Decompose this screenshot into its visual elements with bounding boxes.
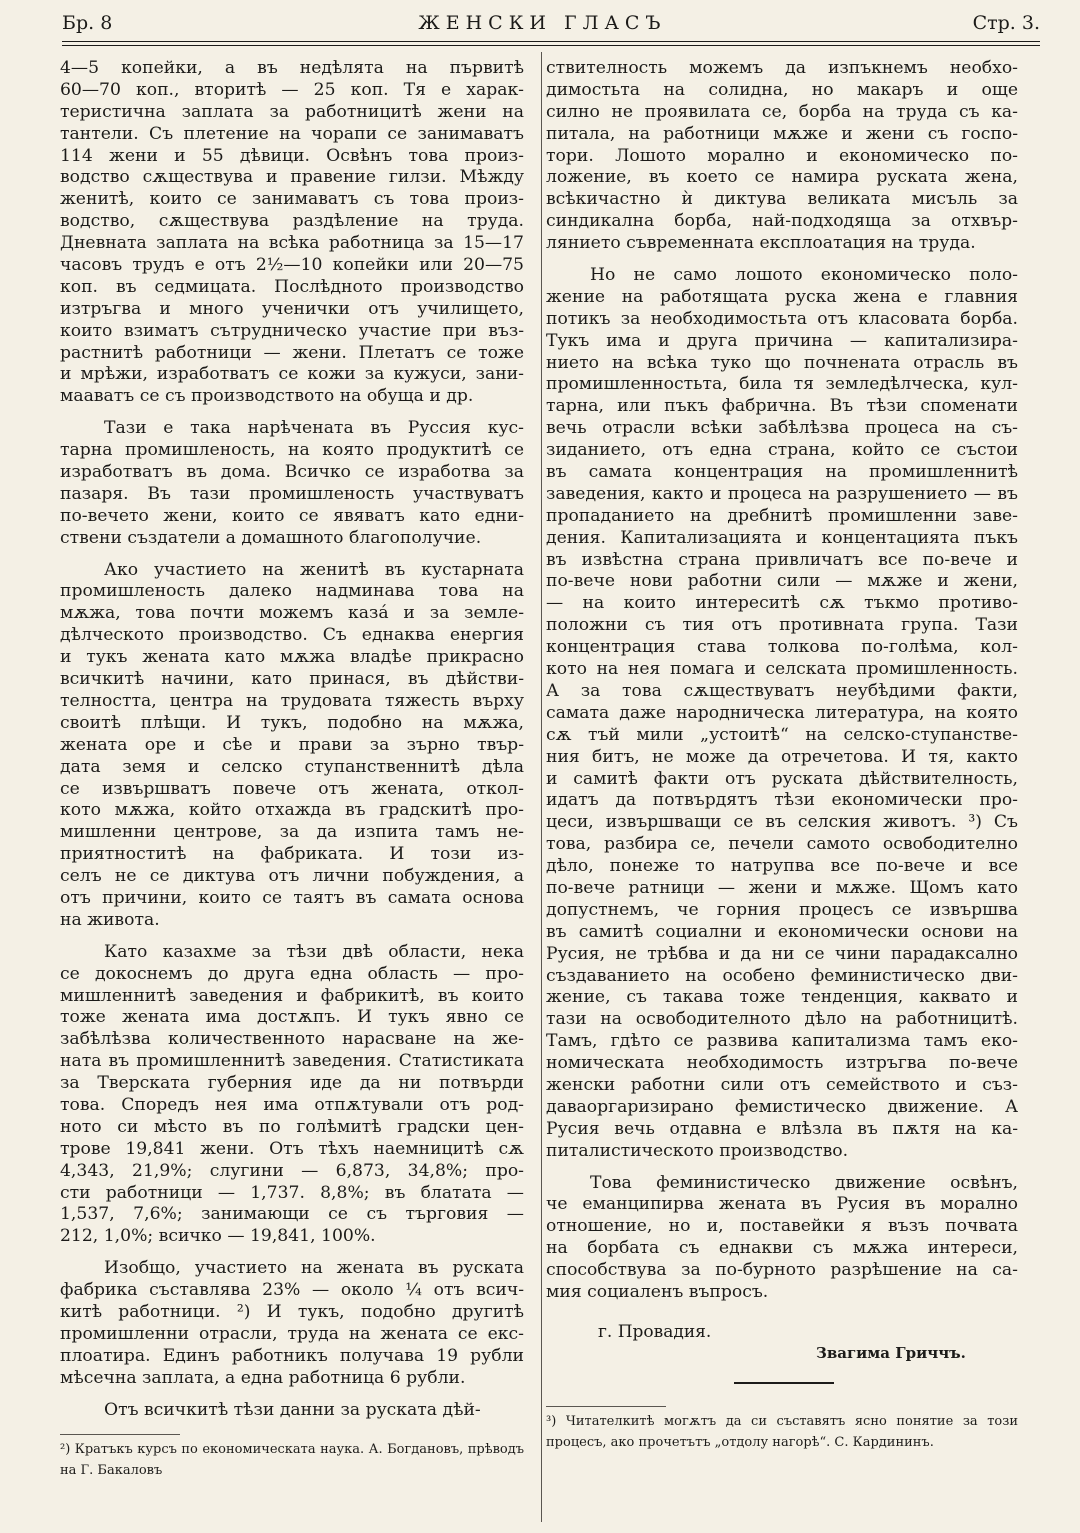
footnote-left xyxy=(60,1434,524,1481)
text-line: въ самитѣ социални и економически основи на xyxy=(546,921,1018,942)
text-line: вечь отрасли всѣки забѣлѣзва процеса на съ- xyxy=(546,418,1018,439)
text-line: положни съ тия отъ противната група. Тази xyxy=(546,615,1018,636)
text-line: 212, 1,0%; всичко — 19,841, 100%. xyxy=(60,1226,376,1247)
text-line: промишленностьта, била тя земледѣлческа, кул- xyxy=(546,374,1018,395)
text-line: тарна, или пъкъ фабрична. Въ тѣзи споменати xyxy=(546,396,1018,417)
text-line: плоатира. Единъ работникъ получава 19 рубли xyxy=(60,1345,524,1366)
text-line: въ самата концентрация на промишленнитѣ xyxy=(546,462,1018,483)
text-line: допустнемъ, че горния процесъ се извършва xyxy=(546,899,1018,920)
text-line: 4,343, 21,9%; слугини — 6,873, 34,8%; про- xyxy=(60,1160,524,1181)
text-line: пропаданието на дребнитѣ промишленни заве- xyxy=(546,505,1018,526)
footnote-3: ³) Читателкитѣ могѫтъ да си съставятъ ясно понятие за този процесъ, ако прочетътъ „отдолу нагорѣ“. С. Кардининъ. xyxy=(546,1414,1018,1450)
text-line: мааватъ се съ производството на обуща и др. xyxy=(60,386,474,407)
text-line: женски работни сили отъ семейството и съз- xyxy=(546,1074,1018,1095)
text-line: даваоргаризирано фемистическо движение. А xyxy=(546,1096,1018,1117)
text-line: димостьта на солидна, но макаръ и още xyxy=(546,79,1018,100)
text-line: идатъ да потвърдятъ тѣзи економически про- xyxy=(546,790,1018,811)
text-line: часовъ трудъ е отъ 2½—10 копейки или 20—75 xyxy=(60,255,524,276)
text-line: силно не проявилата се, борба на труда съ ка- xyxy=(546,101,1018,122)
text-line: фабрика съставлява 23% — около ¼ отъ всич- xyxy=(60,1280,524,1301)
text-line: дѣлческото производство. Съ еднаква енергия xyxy=(60,625,524,646)
text-line: се извършватъ повече отъ жената, откол- xyxy=(60,778,524,799)
text-line: коп. въ седмицата. Послѣдното производство xyxy=(60,276,524,297)
text-line: жение, съ такава тоже тенденция, каквато и xyxy=(546,987,1018,1008)
text-line: тарна промишленость, на която продуктитѣ се xyxy=(60,440,524,461)
text-line: Русия, не трѣбва и да ни се чини парадаксално xyxy=(546,943,1018,964)
text-line: приятноститѣ на фабриката. И този из- xyxy=(60,844,524,865)
text-line: теристична заплата за работницитѣ жени на xyxy=(60,101,524,122)
text-line: Тукъ има и друга причина — капитализира- xyxy=(546,330,1018,351)
text-line: цеси, извършващи се въ селския животъ. ³) Съ xyxy=(546,812,1018,833)
text-line: дата земя и селско ступанственнитѣ дѣла xyxy=(60,756,524,777)
text-line: 4—5 копейки, а въ недѣлята на първитѣ xyxy=(60,58,524,78)
text-line: номическата необходимость изтръгва по-вече xyxy=(546,1053,1018,1074)
text-line: Русия вечь отдавна е влѣзла въ пѫтя на ка- xyxy=(546,1118,1018,1139)
text-line: това, разбира се, печели самото освободително xyxy=(546,834,1018,855)
text-line: които взиматъ сътрудническо участие при въз- xyxy=(60,320,524,341)
text-line: мѣсечна заплата, а една работница 6 рубли. xyxy=(60,1367,466,1388)
text-line: промишленость далеко надминава това на xyxy=(60,581,524,602)
text-line: 60—70 коп., вторитѣ — 25 коп. Тя е харак- xyxy=(60,79,524,100)
text-line: селъ не се диктува отъ лични побуждения, а xyxy=(60,866,524,887)
text-line: че еманципирва жената въ Русия въ морално xyxy=(546,1194,1018,1215)
text-line: ствителность можемъ да изпъкнемъ необхо- xyxy=(546,58,1018,78)
right-column xyxy=(546,58,1018,1304)
text-line: потикъ за необходимостьта отъ класовата борба. xyxy=(546,308,1018,329)
text-line: синдикална борба, най-подходяща за отхвър- xyxy=(546,211,1018,232)
text-line: по-вечето жени, които се явяватъ като едни- xyxy=(60,505,524,526)
text-line: дения. Капитализацията и концентацията пъкъ xyxy=(546,527,1018,548)
footnote-2: ²) Кратъкъ курсъ по економическата наука. А. Богдановъ, прѣводъ на Г. Бакаловъ xyxy=(60,1442,524,1478)
text-line: водство, сѫществува раздѣление на труда. xyxy=(60,211,524,232)
text-line: ната въ промишленнитѣ заведения. Статистиката xyxy=(60,1051,524,1072)
text-line: Това феминистическо движение освѣнъ, xyxy=(590,1172,1018,1193)
text-line: телността, центра на трудовата тяжесть върху xyxy=(60,690,524,711)
signature-rule xyxy=(734,1382,834,1384)
text-line: мишленни центрове, за да изпита тамъ не- xyxy=(60,822,524,843)
text-line: лянието съвременната експлоатация на труда. xyxy=(546,233,976,254)
issue-number: Бр. 8 xyxy=(62,12,113,34)
text-line: въ извѣстна страна привличатъ все по-вече и xyxy=(546,549,1018,570)
text-line: дѣло, понеже то натрупва все по-вече и все xyxy=(546,856,1018,877)
text-line: питалистическото производство. xyxy=(546,1140,849,1161)
text-line: Като казахме за тѣзи двѣ области, нека xyxy=(104,941,524,962)
text-line: 1,537, 7,6%; занимающи се съ търговия — xyxy=(60,1204,524,1225)
text-line: Изобщо, участието на жената въ руската xyxy=(104,1258,524,1279)
text-line: тори. Лошото морално и економическо по- xyxy=(546,145,1018,166)
text-line: за Тверската губерния иде да ни потвърди xyxy=(60,1073,524,1094)
text-line: питала, на работници мѫже и жени съ госпо- xyxy=(546,123,1018,144)
text-line: забѣлѣзва количественното нарасване на же- xyxy=(60,1029,524,1050)
text-line: на борбата съ еднакви съ мѫжа интереси, xyxy=(546,1238,1018,1259)
header-rule-secondary xyxy=(62,45,1040,46)
text-line: Тамъ, гдѣто се развива капитализма тамъ еко- xyxy=(546,1031,1018,1052)
text-line: жената оре и сѣе и прави за зърно твър- xyxy=(60,734,524,755)
text-line: нието на всѣка туко що почнената отрасль въ xyxy=(546,352,1018,373)
text-line: отношение, но и, поставейки я възъ почвата xyxy=(546,1216,1018,1237)
text-line: изработватъ въ дома. Всичко се изработва за xyxy=(60,462,524,483)
text-line: Тази е така нарѣчената въ Руссия кус- xyxy=(104,418,524,439)
text-line: ствени създатели а домашното благополучие. xyxy=(60,527,482,548)
text-line: мия социаленъ въпросъ. xyxy=(546,1281,769,1302)
newspaper-title: ЖЕНСКИ ГЛАСЪ xyxy=(418,12,667,34)
footnote-right xyxy=(546,1406,1018,1453)
text-line: тоже жената има достѫпъ. И тукъ явно се xyxy=(60,1007,524,1028)
text-line: ното си мѣсто въ по голѣмитѣ градски цен- xyxy=(60,1116,524,1137)
header-rule xyxy=(62,41,1040,42)
text-line: китѣ работници. ²) И тукъ, подобно другитѣ xyxy=(60,1301,524,1322)
text-line: и тукъ жената като мѫжа владѣе прикрасно xyxy=(60,647,524,668)
text-line: Ако участието на женитѣ въ кустарната xyxy=(104,559,524,580)
text-line: това. Споредъ нея има отпѫтували отъ род- xyxy=(60,1094,524,1115)
text-line: А за това сѫществуватъ неубѣдими факти, xyxy=(546,680,1018,701)
text-line: зиданието, отъ една страна, който се състои xyxy=(546,440,1018,461)
text-line: по-вече нови работни сили — мѫже и жени, xyxy=(546,571,1018,592)
text-line: кото мѫжа, който отхажда въ градскитѣ про- xyxy=(60,800,524,821)
text-line: растнитѣ работници — жени. Плетатъ се тоже xyxy=(60,342,524,363)
text-line: сѫ тъй мили „устоитѣ“ на селско-ступанстве- xyxy=(546,724,1018,745)
page-number: Стр. 3. xyxy=(972,12,1040,34)
text-line: изтръгва и много ученички отъ училището, xyxy=(60,298,524,319)
place-line: г. Провадия. xyxy=(598,1322,712,1342)
column-divider xyxy=(541,52,542,1522)
text-line: и мрѣжи, изработватъ се кожи за кужуси, зани- xyxy=(60,364,524,385)
left-column xyxy=(60,58,524,1421)
text-line: 114 жени и 55 дѣвици. Освѣнъ това произ- xyxy=(60,145,524,166)
text-line: пазаря. Въ тази промишленость участвуватъ xyxy=(60,483,524,504)
text-line: и самитѣ факти отъ руската дѣйствителность, xyxy=(546,768,1018,789)
text-line: се докоснемъ до друга една область — про- xyxy=(60,963,524,984)
text-line: заведения, както и процеса на разрушението — въ xyxy=(546,483,1018,504)
text-line: всѣкичастно ѝ диктува великата мисъль за xyxy=(546,189,1018,210)
text-line: сти работници — 1,737. 8,8%; въ блатата — xyxy=(60,1182,524,1203)
text-line: всичкитѣ начини, като принася, въ дѣйстви- xyxy=(60,669,524,690)
text-line: трове 19,841 жени. Отъ тѣхъ наемницитѣ сѫ xyxy=(60,1138,524,1159)
text-line: водство сѫществува и правение гилзи. Мѣжду xyxy=(60,167,524,188)
text-line: — на които интереситѣ сѫ тъкмо противо- xyxy=(546,593,1018,614)
text-line: тантели. Съ плетение на чорапи се занимаватъ xyxy=(60,123,524,144)
text-line: жение на работящата руска жена е главния xyxy=(546,286,1018,307)
text-line: своитѣ плѣщи. И тукъ, подобно на мѫжа, xyxy=(60,712,524,733)
text-line: самата даже народническа литература, на която xyxy=(546,702,1018,723)
text-line: създаванието на особено феминистическо дви- xyxy=(546,965,1018,986)
text-line: кото на нея помага и селската промишленность. xyxy=(546,659,1018,680)
text-line: способствува за по-бурното разрѣшение на са- xyxy=(546,1260,1018,1281)
text-line: концентрация става толкова по-голѣма, кол- xyxy=(546,637,1018,658)
text-line: мѫжа, това почти можемъ казá и за земле- xyxy=(60,603,524,624)
text-line: Дневната заплата на всѣка работница за 15—17 xyxy=(60,233,524,254)
text-line: по-вече ратници — жени и мѫже. Щомъ като xyxy=(546,877,1018,898)
author-signature: Звагима Гриччъ. xyxy=(816,1344,966,1362)
text-line: на живота. xyxy=(60,909,160,930)
page-header xyxy=(62,8,1040,38)
text-line: женитѣ, които се занимаватъ съ това произ- xyxy=(60,189,524,210)
text-line: тази на освободителното дѣло на работницитѣ. xyxy=(546,1009,1018,1030)
text-line: ложение, въ което се намира руската жена, xyxy=(546,167,1018,188)
text-line: Отъ всичкитѣ тѣзи данни за руската дѣй- xyxy=(104,1399,481,1420)
text-line: отъ причини, които се таятъ въ самата основа xyxy=(60,887,524,908)
text-line: промишленни отрасли, труда на жената се екс- xyxy=(60,1323,524,1344)
text-line: ния битъ, не може да отречетова. И тя, както xyxy=(546,746,1018,767)
text-line: мишленнитѣ заведения и фабрикитѣ, въ които xyxy=(60,985,524,1006)
text-line: Но не само лошото економическо поло- xyxy=(590,265,1018,286)
